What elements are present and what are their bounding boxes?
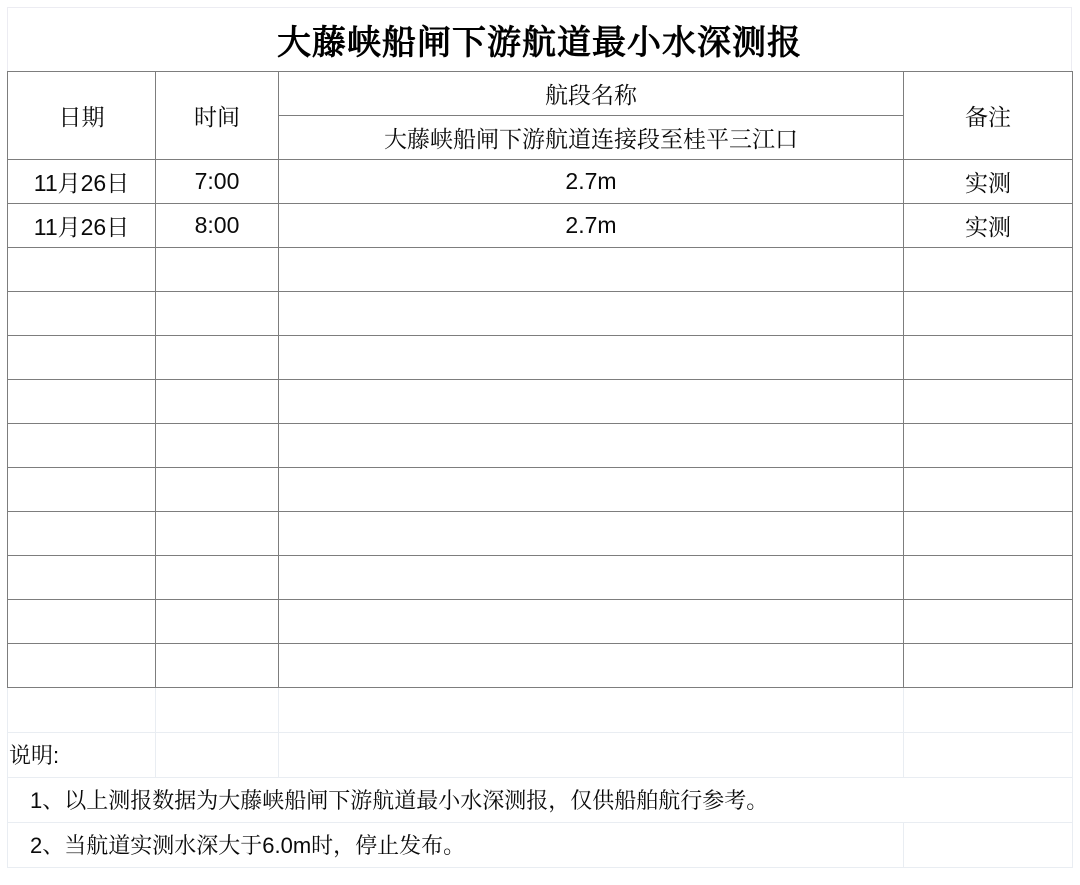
empty-cell <box>8 644 156 688</box>
spill-row <box>8 688 1073 732</box>
time-cell: 8:00 <box>156 204 279 248</box>
title-bar <box>7 7 1072 71</box>
empty-cell <box>904 380 1073 424</box>
empty-cell <box>904 248 1073 292</box>
empty-row <box>8 468 1073 512</box>
empty-cell <box>904 644 1073 688</box>
empty-row <box>8 600 1073 644</box>
empty-cell <box>8 556 156 600</box>
empty-row <box>8 248 1073 292</box>
date-cell: 11月26日 <box>8 160 156 204</box>
empty-cell <box>279 688 904 732</box>
empty-cell <box>156 644 279 688</box>
note-text-1: 1、以上测报数据为大藤峡船闸下游航道最小水深测报，仅供船舶航行参考。 <box>8 777 1073 822</box>
empty-cell <box>156 380 279 424</box>
column-header-segment: 航段名称 <box>279 72 904 116</box>
page-title: 大藤峡船闸下游航道最小水深测报 <box>277 24 802 62</box>
empty-cell <box>156 424 279 468</box>
table-row <box>8 160 1073 204</box>
empty-cell <box>904 336 1073 380</box>
remark-cell: 实测 <box>904 204 1073 248</box>
empty-cell <box>8 600 156 644</box>
table-row <box>8 204 1073 248</box>
depth-cell: 2.7m <box>279 160 904 204</box>
empty-cell <box>8 424 156 468</box>
empty-row <box>8 424 1073 468</box>
empty-cell <box>156 732 279 777</box>
time-cell: 7:00 <box>156 160 279 204</box>
empty-cell <box>904 512 1073 556</box>
empty-cell <box>904 556 1073 600</box>
empty-cell <box>279 424 904 468</box>
empty-cell <box>8 512 156 556</box>
footer-area <box>7 688 1073 868</box>
notes-label: 说明: <box>8 732 156 777</box>
empty-cell <box>279 732 904 777</box>
remark-cell: 实测 <box>904 160 1073 204</box>
note-row-2 <box>8 822 1073 867</box>
empty-cell <box>279 292 904 336</box>
empty-cell <box>904 822 1073 867</box>
empty-cell <box>8 468 156 512</box>
empty-cell <box>279 380 904 424</box>
notes-label-row <box>8 732 1073 777</box>
date-cell: 11月26日 <box>8 204 156 248</box>
depth-cell: 2.7m <box>279 204 904 248</box>
empty-cell <box>156 292 279 336</box>
empty-cell <box>904 292 1073 336</box>
empty-cell <box>279 600 904 644</box>
empty-cell <box>279 556 904 600</box>
table-header <box>8 72 1073 160</box>
report-table <box>7 71 1073 688</box>
empty-cell <box>279 468 904 512</box>
empty-cell <box>156 248 279 292</box>
empty-cell <box>904 424 1073 468</box>
empty-row <box>8 556 1073 600</box>
column-header-segment-name: 大藤峡船闸下游航道连接段至桂平三江口 <box>279 116 904 160</box>
empty-cell <box>8 688 156 732</box>
empty-cell <box>279 248 904 292</box>
empty-row <box>8 644 1073 688</box>
empty-cell <box>904 688 1073 732</box>
empty-cell <box>904 732 1073 777</box>
header-row-1 <box>8 72 1073 116</box>
empty-cell <box>279 336 904 380</box>
empty-cell <box>904 468 1073 512</box>
empty-row <box>8 380 1073 424</box>
empty-cell <box>8 248 156 292</box>
note-text-2: 2、当航道实测水深大于6.0m时，停止发布。 <box>8 822 904 867</box>
empty-cell <box>904 600 1073 644</box>
empty-row <box>8 292 1073 336</box>
empty-cell <box>8 380 156 424</box>
empty-cell <box>156 556 279 600</box>
table-body <box>8 160 1073 688</box>
column-header-remark: 备注 <box>904 72 1073 160</box>
empty-cell <box>8 292 156 336</box>
empty-cell <box>156 468 279 512</box>
empty-cell <box>279 512 904 556</box>
empty-cell <box>156 600 279 644</box>
empty-cell <box>279 644 904 688</box>
note-row-1 <box>8 777 1073 822</box>
column-header-time: 时间 <box>156 72 279 160</box>
empty-cell <box>8 336 156 380</box>
empty-cell <box>156 512 279 556</box>
empty-cell <box>156 688 279 732</box>
empty-row <box>8 512 1073 556</box>
empty-cell <box>156 336 279 380</box>
empty-row <box>8 336 1073 380</box>
column-header-date: 日期 <box>8 72 156 160</box>
